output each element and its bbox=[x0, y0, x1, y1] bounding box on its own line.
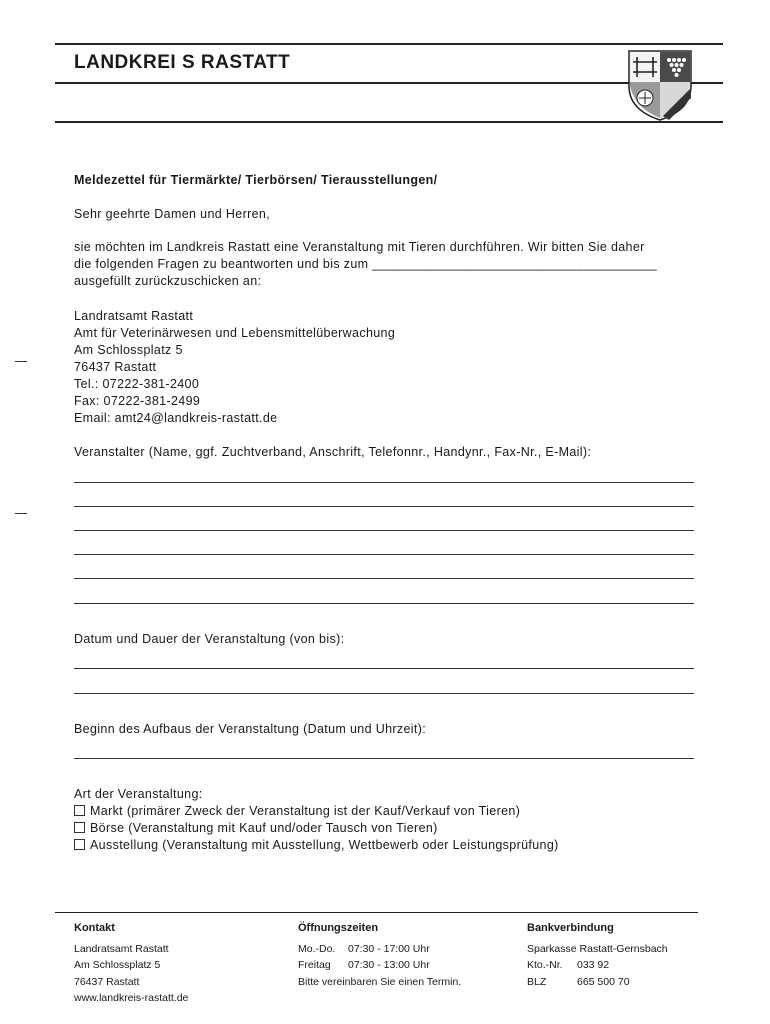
coat-of-arms-icon bbox=[625, 48, 695, 122]
checkbox-icon[interactable] bbox=[74, 822, 85, 833]
type-label: Art der Veranstaltung: bbox=[74, 787, 203, 801]
margin-tick-mark bbox=[15, 361, 27, 362]
footer-bank-heading: Bankverbindung bbox=[527, 922, 614, 934]
setup-input-line[interactable] bbox=[74, 758, 694, 759]
type-option-exchange[interactable] bbox=[74, 820, 438, 837]
organizer-input-line[interactable] bbox=[74, 603, 694, 604]
organizer-input-line[interactable] bbox=[74, 578, 694, 579]
header-top-rule bbox=[55, 43, 723, 45]
organizer-input-line[interactable] bbox=[74, 530, 694, 531]
address-line: Amt für Veterinärwesen und Lebensmittelüberwachung bbox=[74, 326, 396, 340]
recipient-address bbox=[74, 308, 395, 427]
bank-row: BLZ 665 500 70 bbox=[527, 975, 630, 988]
organizer-input-line[interactable] bbox=[74, 482, 694, 483]
header-middle-rule bbox=[55, 82, 723, 84]
date-input-line[interactable] bbox=[74, 668, 694, 669]
address-line: Email: amt24@landkreis-rastatt.de bbox=[74, 411, 278, 425]
address-line: Am Schlossplatz 5 bbox=[74, 343, 183, 357]
intro-line-1: sie möchten im Landkreis Rastatt eine Veranstaltung mit Tieren durchführen. Wir bitten Sie daher bbox=[74, 240, 645, 254]
intro-line-2: die folgenden Fragen zu beantworten und bis zum _______________________________________ bbox=[74, 257, 658, 271]
type-option-market[interactable] bbox=[74, 803, 520, 820]
form-heading: Meldezettel für Tiermärkte/ Tierbörsen/ Tierausstellungen/ bbox=[74, 173, 438, 187]
footer-website-link[interactable]: www.landkreis-rastatt.de bbox=[74, 992, 189, 1004]
bank-row: Kto.-Nr. 033 92 bbox=[527, 959, 610, 971]
checkbox-icon[interactable] bbox=[74, 839, 85, 850]
address-line: Tel.: 07222-381-2400 bbox=[74, 377, 200, 391]
footer-contact-line: 76437 Rastatt bbox=[74, 975, 140, 988]
margin-tick-mark bbox=[15, 513, 27, 514]
option-label: Markt (primärer Zweck der Veranstaltung ist der Kauf/Verkauf von Tieren) bbox=[90, 804, 521, 818]
option-label: Ausstellung (Veranstaltung mit Ausstellung, Wettbewerb oder Leistungsprüfung) bbox=[90, 838, 559, 852]
page-title: LANDKREI S RASTATT bbox=[74, 52, 291, 73]
intro-line-3: ausgefüllt zurückzuschicken an: bbox=[74, 274, 262, 288]
header-bottom-rule bbox=[55, 121, 723, 123]
organizer-input-line[interactable] bbox=[74, 506, 694, 507]
date-input-line[interactable] bbox=[74, 693, 694, 694]
option-label: Börse (Veranstaltung mit Kauf und/oder Tausch von Tieren) bbox=[90, 821, 438, 835]
organizer-input-line[interactable] bbox=[74, 554, 694, 555]
footer-contact-line: Landratsamt Rastatt bbox=[74, 942, 169, 955]
setup-label: Beginn des Aufbaus der Veranstaltung (Datum und Uhrzeit): bbox=[74, 722, 427, 736]
hours-note: Bitte vereinbaren Sie einen Termin. bbox=[298, 975, 462, 988]
hours-row: Mo.-Do. 07:30 - 17:00 Uhr bbox=[298, 942, 430, 955]
footer-contact-heading: Kontakt bbox=[74, 922, 115, 934]
organizer-label: Veranstalter (Name, ggf. Zuchtverband, Anschrift, Telefonnr., Handynr., Fax-Nr., E-Mail): bbox=[74, 445, 592, 459]
address-line: Landratsamt Rastatt bbox=[74, 309, 194, 323]
hours-row: Freitag 07:30 - 13:00 Uhr bbox=[298, 959, 430, 971]
address-line: 76437 Rastatt bbox=[74, 360, 157, 374]
date-label: Datum und Dauer der Veranstaltung (von bis): bbox=[74, 632, 345, 646]
footer-rule bbox=[55, 912, 698, 913]
bank-name: Sparkasse Rastatt-Gernsbach bbox=[527, 942, 668, 955]
checkbox-icon[interactable] bbox=[74, 805, 85, 816]
footer-hours bbox=[298, 920, 461, 990]
footer-contact bbox=[74, 920, 188, 1007]
salutation: Sehr geehrte Damen und Herren, bbox=[74, 207, 271, 221]
address-line: Fax: 07222-381-2499 bbox=[74, 394, 201, 408]
footer-contact-line: Am Schlossplatz 5 bbox=[74, 959, 161, 971]
footer-bank bbox=[527, 920, 668, 990]
type-option-exhibition[interactable] bbox=[74, 837, 559, 854]
footer-hours-heading: Öffnungszeiten bbox=[298, 922, 379, 934]
